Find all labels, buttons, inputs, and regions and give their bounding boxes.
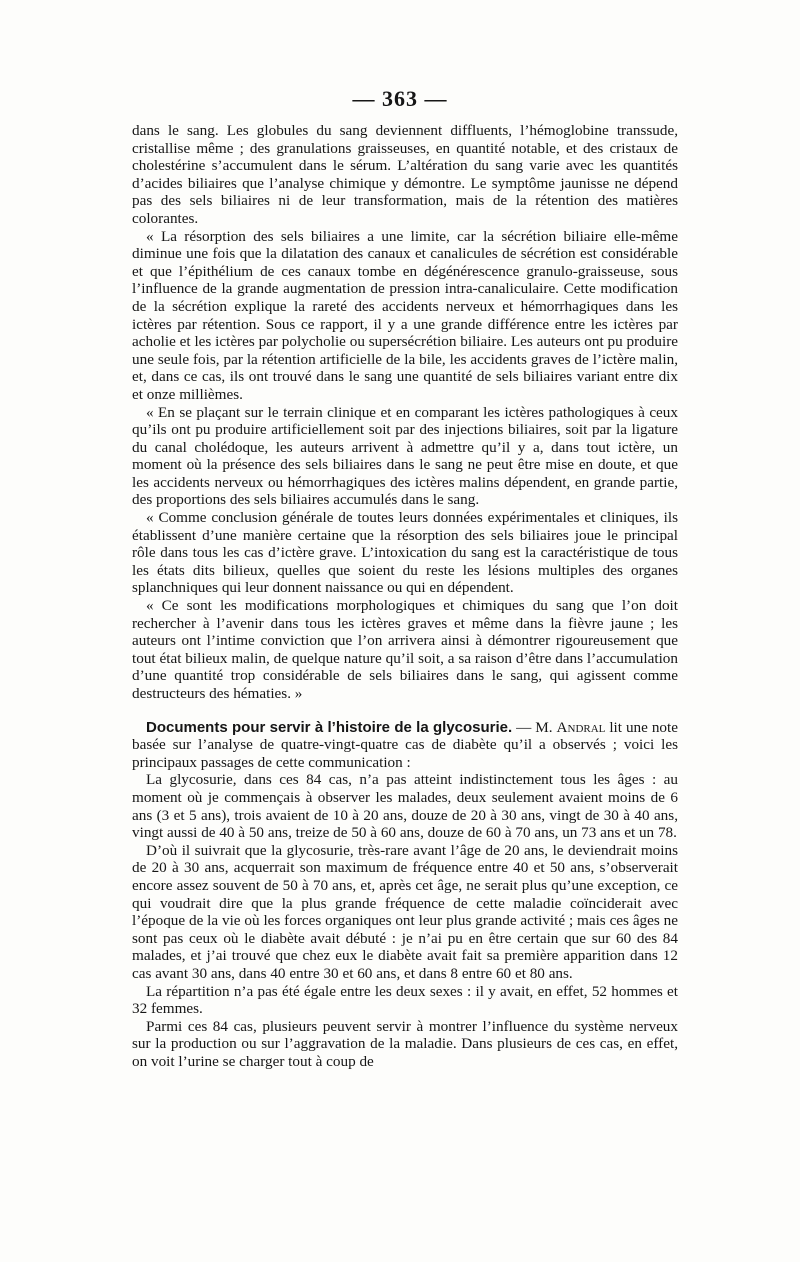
paragraph: La répartition n’a pas été égale entre les deux sexes : il y avait, en effet, 52 hommes et 32 femmes. <box>132 982 678 1018</box>
section-title: Documents pour servir à l’histoire de la glycosurie. <box>146 718 513 736</box>
author-name: Andral <box>556 718 606 736</box>
paragraph: « En se plaçant sur le terrain clinique et en comparant les ictères pathologiques à ceux qu’ils ont pu produire artificiellement soit par des injections biliaires, soit par la ligature du canal cholédoque, les auteurs arrivent à admettre qu’il y a, dans tout ictère, un moment où la présence des sels biliaires dans le sang ne peut être mise en doute, et que les accidents nerveux ou hémorrhagiques des ictères malins dépendent, en grande partie, des proportions des sels biliaires accumulés dans le sang. <box>132 403 678 509</box>
paragraph: La glycosurie, dans ces 84 cas, n’a pas atteint indistinctement tous les âges : au moment où je commençais à observer les malades, deux seulement avaient moins de 6 ans (3 et 5 ans), trois avaient de 10 à 20 ans, douze de 20 à 30 ans, vingt de 30 à 40 ans, vingt aussi de 40 à 50 ans, treize de 50 à 60 ans, douze de 60 à 70 ans, un 73 ans et un 78. <box>132 771 678 842</box>
section-intro <box>132 719 678 772</box>
paragraph: « Ce sont les modifications morphologiques et chimiques du sang que l’on doit rechercher à l’avenir dans tous les ictères graves et même dans la fièvre jaune ; les auteurs ont l’intime conviction que l’on arrivera ainsi à démontrer rigoureusement que tout état bilieux malin, de quelque nature qu’il soit, a sa raison d’être dans l’accumulation d’une quantité trop considérable de sels biliaires dans le sang, qui agissent comme destructeurs des hématies. » <box>132 597 678 702</box>
article-body <box>132 122 678 1070</box>
title-dash: — M. <box>512 718 557 736</box>
paragraph: « Comme conclusion générale de toutes leurs données expérimentales et cliniques, ils établissent d’une manière certaine que la résorption des sels biliaires joue le principal rôle dans tous les cas d’ictère grave. L’intoxication du sang est la caractéristique de tous les états dits bilieux, quelles que soient du reste les lésions multiples des organes splanchniques qui leur donnent naissance ou qui en dépendent. <box>132 509 678 597</box>
section-lead-text: lit une note basée sur l’analyse de quatre-vingt-quatre cas de diabète qu’il a observés ; voici les principaux passages de cette communication : <box>132 718 678 771</box>
paragraph: Parmi ces 84 cas, plusieurs peuvent servir à montrer l’influence du système nerveux sur la production ou sur l’aggravation de la maladie. Dans plusieurs de ces cas, en effet, on voit l’urine se charger tout à coup de <box>132 1017 678 1070</box>
page-number: — 363 — <box>352 86 448 111</box>
paragraph: D’où il suivrait que la glycosurie, très-rare avant l’âge de 20 ans, le deviendrait moins de 20 à 30 ans, acquerrait son maximum de fréquence entre 40 et 50 ans, s’observerait encore assez souvent de 50 à 70 ans, et, après cet âge, ne serait plus qu’une exception, ce qui voudrait dire que la plus grande fréquence de cette maladie coïnciderait avec l’époque de la vie où les forces organiques ont leur plus grande activité ; mais ces âges ne sont pas ceux où le diabète avait débuté : je n’ai pu en être certain que sur 60 des 84 malades, et j’ai trouvé que chez eux le diabète avait fait sa première apparition dans 12 cas avant 30 ans, dans 40 entre 30 et 60 ans, et dans 8 entre 60 et 80 ans. <box>132 841 678 982</box>
paragraph: « La résorption des sels biliaires a une limite, car la sécrétion biliaire elle-même diminue une fois que la dilatation des canaux et canalicules de sécrétion est considérable et que l’épithélium de ces canaux tombe en dégénérescence granulo-graisseuse, sous l’influence de la grande augmentation de pression intra-canaliculaire. Cette modification de la sécrétion explique la rareté des accidents nerveux et hémorrhagiques dans les ictères par rétention. Sous ce rapport, il y a une grande différence entre les ictères par acholie et les ictères par polycholie ou supersécrétion biliaire. Les auteurs ont pu produire une seule fois, par la rétention artificielle de la bile, les accidents graves de l’ictère malin, et, dans ce cas, ils ont trouvé dans le sang une quantité de sels biliaires variant entre dix et onze millièmes. <box>132 227 678 403</box>
paragraph: dans le sang. Les globules du sang deviennent diffluents, l’hémoglobine transsude, cristallise même ; des granulations graisseuses, en quantité notable, et des cristaux de cholestérine s’accumulent dans le sérum. L’altération du sang varie avec les quantités d’acides biliaires que l’analyse chimique y démontre. Le symptôme jaunisse ne dépend pas des sels biliaires ni de leur transformation, mais de la rétention des matières colorantes. <box>132 122 678 227</box>
